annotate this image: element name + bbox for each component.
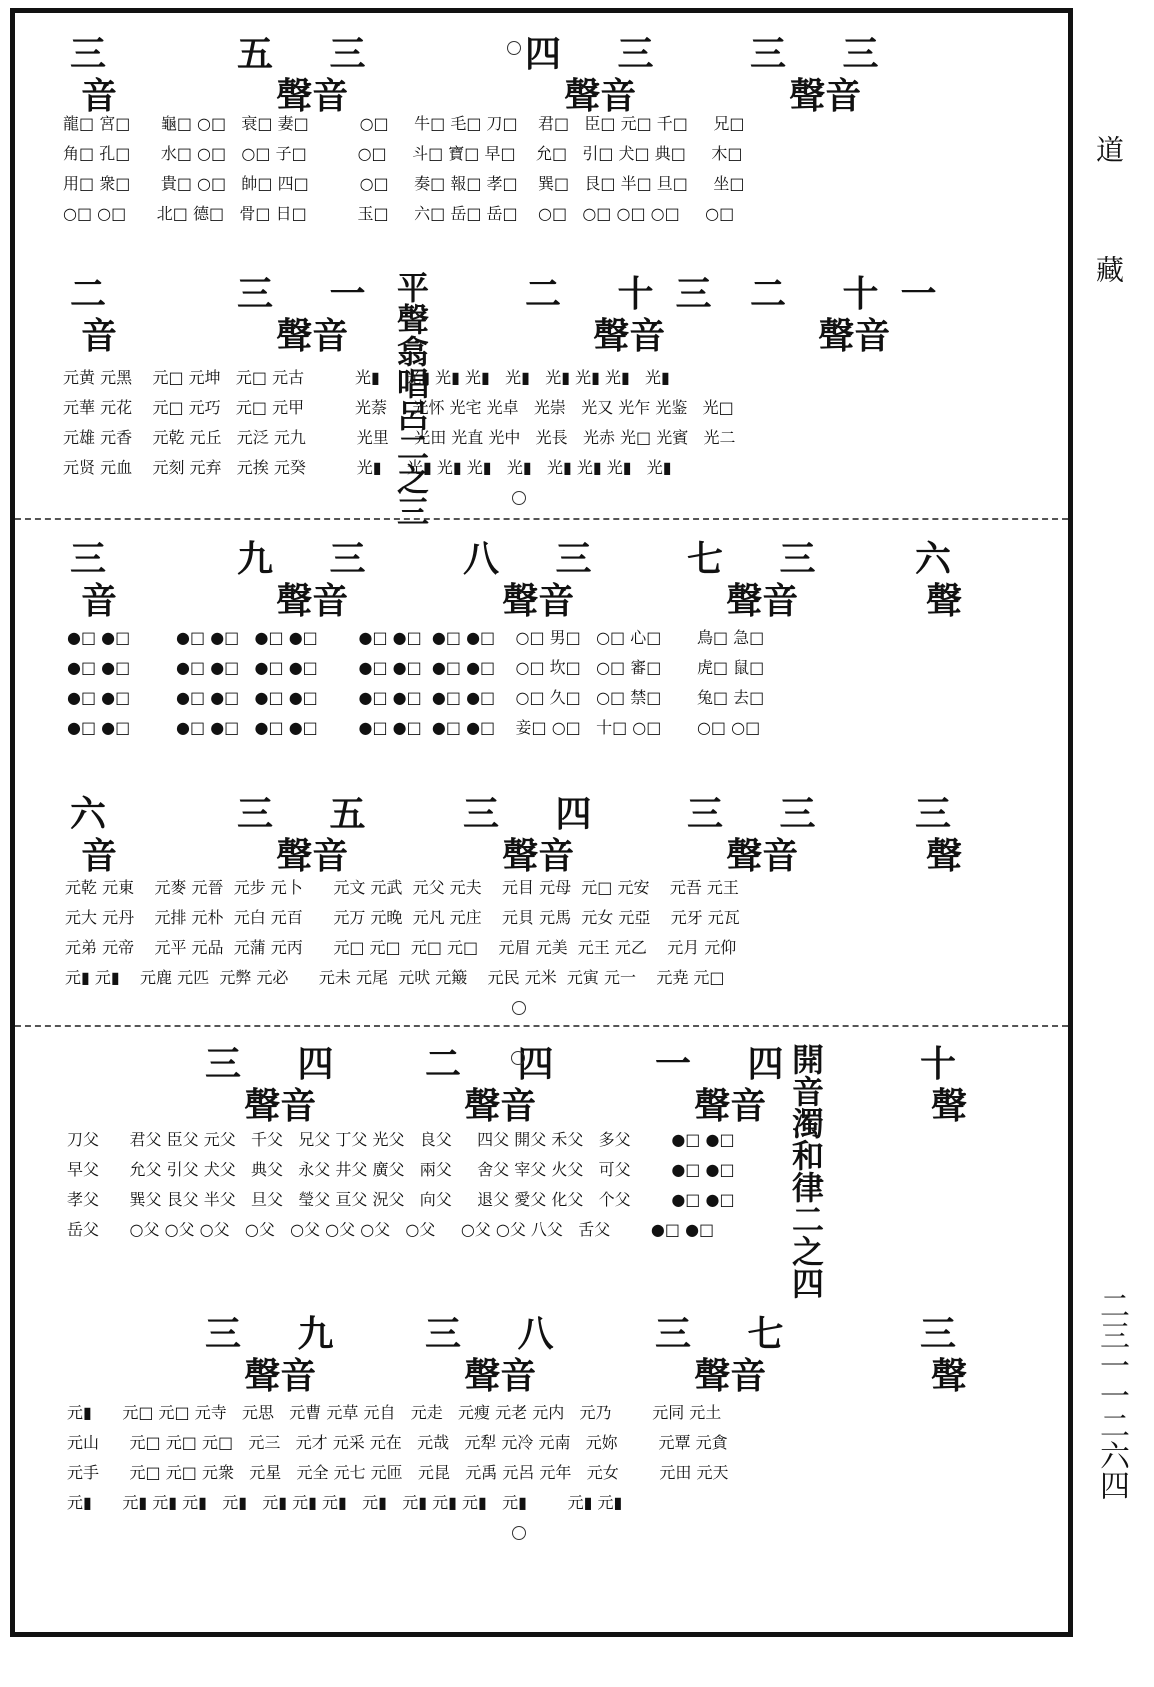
section-divider xyxy=(15,518,1068,520)
rows-c-1: ●□ ●□ ●□ ●□ ●□ ●□ ●□ ●□ ●□ ●□ ○□ 坎□ ○□ 審□ 虎□ 鼠□ xyxy=(67,658,765,677)
header-d2: 三 五 聲音 xyxy=(237,793,388,877)
header-e1: 三 四 聲音 xyxy=(205,1043,356,1127)
page-number: 二三一一二六四 xyxy=(1094,1290,1129,1500)
rows-a-0: 龍□ 宮□ 龜□ ○□ 衰□ 妻□ ○□ 牛□ 毛□ 刀□ 君□ 臣□ 元□ 千□ 兄□ xyxy=(63,114,745,133)
header-c5: 六 聲 xyxy=(915,538,974,622)
header-d1: 六 音 xyxy=(70,793,129,877)
header-e3: 一 四 聲音 xyxy=(655,1043,806,1127)
header-b3: 二 十三 聲音 xyxy=(525,273,734,357)
header-e4: 十 聲 xyxy=(920,1043,979,1127)
header-f1: 三 九 聲音 xyxy=(205,1313,356,1397)
rows-d-0: 元乾 元東 元麥 元晉 元步 元卜 元文 元武 元父 元夫 元目 元母 元□ 元安 元吾 元王 xyxy=(65,878,739,897)
rows-e-0: 刀父 君父 臣父 元父 千父 兄父 丁父 光父 良父 四父 開父 禾父 多父 ●□ ●□ xyxy=(67,1130,735,1149)
circle-mark xyxy=(512,491,526,505)
rows-f-1: 元山 元□ 元□ 元□ 元三 元才 元采 元在 元哉 元犁 元冷 元南 元妳 元覃 元貪 xyxy=(67,1433,728,1452)
rows-b-1: 元華 元花 元□ 元巧 元□ 元甲 光萘 光怀 光宅 光卓 光崇 光又 光乍 光鉴 光□ xyxy=(63,398,734,417)
rows-b-2: 元雄 元香 元乾 元丘 元泛 元九 光里 光田 光直 光中 光長 光赤 光□ 光賓 光二 xyxy=(63,428,736,447)
header-c4: 七 三 聲音 xyxy=(687,538,838,622)
circle-mark xyxy=(511,1051,525,1065)
header-f4: 三 聲 xyxy=(920,1313,979,1397)
rows-e-1: 早父 允父 引父 犬父 典父 永父 井父 廣父 兩父 舍父 宰父 火父 可父 ●□ ●□ xyxy=(67,1160,735,1179)
rows-c-3: ●□ ●□ ●□ ●□ ●□ ●□ ●□ ●□ ●□ ●□ 妾□ ○□ 十□ ○□ ○□ ○□ xyxy=(67,718,761,737)
rows-b-3: 元贤 元血 元刻 元弃 元挨 元癸 光▮ 光▮ 光▮ 光▮ 光▮ 光▮ 光▮ 光▮ 光▮ xyxy=(63,458,672,477)
circle-mark xyxy=(512,1526,526,1540)
rows-e-3: 岳父 ○父 ○父 ○父 ○父 ○父 ○父 ○父 ○父 ○父 ○父 八父 舌父 ●□ ●□ xyxy=(67,1220,715,1239)
header-e2: 二 四 聲音 xyxy=(425,1043,576,1127)
rows-d-1: 元大 元丹 元排 元朴 元白 元百 元万 元晚 元凡 元庄 元貝 元馬 元女 元亞 元牙 元瓦 xyxy=(65,908,740,927)
rows-e-2: 孝父 巽父 艮父 半父 旦父 瑩父 亘父 況父 向父 退父 愛父 化父 个父 ●□ ●□ xyxy=(67,1190,735,1209)
header-a1: 三 音 xyxy=(70,33,129,117)
circle-mark xyxy=(507,41,521,55)
rows-a-3: ○□ ○□ 北□ 德□ 骨□ 日□ 玉□ 六□ 岳□ 岳□ ○□ ○□ ○□ ○□ ○□ xyxy=(63,204,735,223)
rows-d-3: 元▮ 元▮ 元鹿 元匹 元弊 元必 元未 元尾 元吠 元簸 元民 元米 元寅 元一 元尭 元□ xyxy=(65,968,725,987)
header-c2: 九 三 聲音 xyxy=(237,538,388,622)
page-frame xyxy=(10,8,1073,1637)
header-c3: 八 三 聲音 xyxy=(463,538,614,622)
rows-f-0: 元▮ 元□ 元□ 元寺 元思 元曹 元草 元自 元走 元瘦 元老 元内 元乃 元同 元土 xyxy=(67,1403,722,1422)
rows-f-3: 元▮ 元▮ 元▮ 元▮ 元▮ 元▮ 元▮ 元▮ 元▮ 元▮ 元▮ 元▮ 元▮ 元▮ 元▮ xyxy=(67,1493,623,1512)
rows-c-0: ●□ ●□ ●□ ●□ ●□ ●□ ●□ ●□ ●□ ●□ ○□ 男□ ○□ 心□ 鳥□ 急□ xyxy=(67,628,765,647)
header-d3: 三 四 聲音 xyxy=(463,793,614,877)
header-b1: 二 音 xyxy=(70,273,129,357)
side-label-bottom: 藏 xyxy=(1092,255,1125,283)
header-a4: 三 三 聲音 xyxy=(750,33,901,117)
header-d5: 三 聲 xyxy=(915,793,974,877)
header-d4: 三 三 聲音 xyxy=(687,793,838,877)
header-b2: 三 一 聲音 xyxy=(237,273,388,357)
section-title-2: 開音濁和律二之四 xyxy=(787,1043,825,1299)
side-label-top: 道 xyxy=(1092,135,1125,163)
rows-c-2: ●□ ●□ ●□ ●□ ●□ ●□ ●□ ●□ ●□ ●□ ○□ 久□ ○□ 禁□ 兔□ 去□ xyxy=(67,688,765,707)
rows-d-2: 元弟 元帝 元平 元品 元蒲 元丙 元□ 元□ 元□ 元□ 元眉 元美 元王 元乙 元月 元仰 xyxy=(65,938,737,957)
section-title-1: 平聲翕唱呂二之三 xyxy=(392,271,430,527)
header-f2: 三 八 聲音 xyxy=(425,1313,576,1397)
rows-b-0: 元黄 元黑 元□ 元坤 元□ 元古 光▮ 光▮ 光▮ 光▮ 光▮ 光▮ 光▮ 光▮ 光▮ xyxy=(63,368,670,387)
header-f3: 三 七 聲音 xyxy=(655,1313,806,1397)
header-b4: 二 十一 聲音 xyxy=(750,273,959,357)
header-c1: 三 音 xyxy=(70,538,129,622)
header-a2: 五 三 聲音 xyxy=(237,33,388,117)
rows-f-2: 元手 元□ 元□ 元衆 元星 元全 元七 元匝 元昆 元禹 元呂 元年 元女 元田 元天 xyxy=(67,1463,729,1482)
header-a3: 四 三 聲音 xyxy=(525,33,676,117)
rows-a-1: 角□ 孔□ 水□ ○□ ○□ 子□ ○□ 斗□ 寶□ 早□ 允□ 引□ 犬□ 典□ 木□ xyxy=(63,144,743,163)
section-divider xyxy=(15,1025,1068,1027)
circle-mark xyxy=(512,1001,526,1015)
rows-a-2: 用□ 衆□ 貴□ ○□ 帥□ 四□ ○□ 奏□ 報□ 孝□ 巽□ 艮□ 半□ 旦□ 坐□ xyxy=(63,174,745,193)
